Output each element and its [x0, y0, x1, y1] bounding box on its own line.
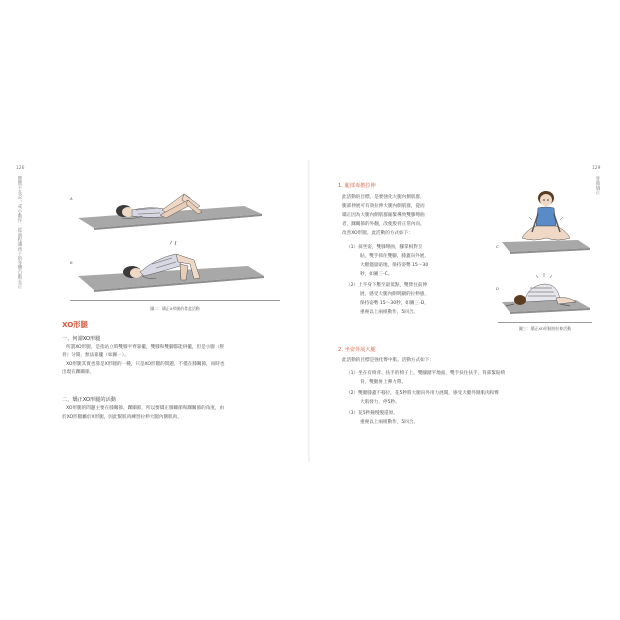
right-page-number: 129 [592, 166, 601, 171]
item1-body-line5: 改善XO形腿。此活動的方式如下： [342, 231, 413, 236]
item1-step-line8: 重複以上兩組動作，5回合。 [360, 310, 419, 315]
right-page [310, 160, 612, 462]
item1-step-line3: 大腿儘量貼地，保持姿勢 15～30 [360, 263, 429, 268]
para2-line1: XO形腿的問題主要在膝關節、踝關節，所以要矯正膝關節和踝關節的角度，由 [66, 406, 225, 411]
item2-title: 2. 坐姿外展大腿 [338, 347, 376, 353]
book-spread [8, 160, 612, 462]
illustration-b-bridge-pose [72, 234, 272, 296]
figure-label-b: B [70, 260, 73, 265]
item2-step-line2: 背，雙腿併上彈力帶。 [360, 380, 406, 385]
item1-step-line6: 展，感受大腿內側明顯的拉伸感， [360, 292, 429, 297]
para1-line3: XO形腿其實也算是X形腿的一種，只是XO形腿的問題，不僅在膝關節，同時也 [66, 362, 225, 367]
item1-body-line1: 此活動的目標，是要強化大腿內側肌群， [342, 195, 425, 200]
item2-step-line3: （2）雙腿膝蓋不移位，花5秒將大腿向外用力展開，感受大腿外側肌肉和臀 [346, 391, 499, 396]
item2-body: 此活動的目標是強化臀中肌。活動方式如下： [342, 358, 434, 363]
subsection-title-2: 二、矯正XO形腿的活動 [62, 397, 116, 403]
figure-label-a: A [70, 196, 73, 201]
item1-step-line2: 貼，雙手抓住雙腳，膝蓋向外展， [360, 254, 429, 259]
item1-step-line5: （2）上半身下壓至最低點，雙臂往前伸 [346, 283, 428, 288]
para1-line1: 所謂XO形腿，是指站立時雙膝平齊靠攏，雙膝和雙腳都能併攏，但是小腿（脛 [66, 345, 225, 350]
section-title-xo-legs: XO形腿 [62, 320, 88, 329]
para1-line4: 出現在踝關節。 [62, 370, 95, 375]
illustration-c-butterfly-sit [498, 186, 594, 258]
item1-body-line4: 者，踝關節的外翻，改使股骨正常內向， [342, 222, 425, 227]
item1-body-line2: 腿部伸展可有效拉伸大腿內側肌群，從而 [342, 204, 425, 209]
figure-label-c: C [496, 244, 499, 249]
item2-step-line6: 重複以上兩組動作，5回合。 [360, 420, 419, 425]
figure-caption-left: 圖二：矯正X形腿的骨盆活動 [150, 306, 200, 311]
illustration-a-lying-child [72, 176, 272, 234]
item1-step-line7: 保持姿勢 15～30秒，如圖三-D， [360, 301, 429, 306]
illustration-d-forward-bend [498, 264, 594, 320]
item1-title: 1. 腿部毒擔拉伸 [338, 183, 376, 189]
item2-step-line5: （3）花5秒鐘慢慢還原。 [346, 411, 398, 416]
item1-step-line1: （1）採坐姿，雙膝彎曲，腳掌相對互 [346, 245, 423, 250]
item1-step-line4: 秒，如圖三-C。 [360, 272, 393, 277]
figure-caption-right: 圖三：矯正XO形腿的拉伸活動 [518, 326, 572, 331]
item2-step-line4: 大肌發力，停5秒。 [360, 400, 400, 405]
figure-rule-right [498, 322, 592, 323]
item2-step-line1: （1）坐在有椅背、扶手的椅子上，雙腳踏平地面，雙手扶住扶手，背部緊貼椅 [346, 371, 506, 376]
item1-body-line3: 矯正因為大腿內側肌群縮緊導致雙膝彎曲 [342, 213, 425, 218]
left-running-header: 寶寶不長歪！戒小動作：從過程讓孩子的身體自動長正 [17, 176, 22, 289]
para2-line2: 於XO形腿屬於X形腿，因此幫肌肉練習拉伸大腿內側肌肉。 [62, 415, 182, 420]
left-page-number: 126 [16, 166, 25, 171]
left-page [8, 160, 308, 462]
subsection-title-1: 一、何謂XO形腿 [62, 336, 101, 342]
para1-line2: 骨）分開，無法靠攏（如圖一）。 [62, 353, 129, 358]
right-running-header: 骨骼矯正 [595, 176, 600, 195]
figure-label-d: D [496, 286, 499, 291]
figure-rule [70, 300, 280, 301]
